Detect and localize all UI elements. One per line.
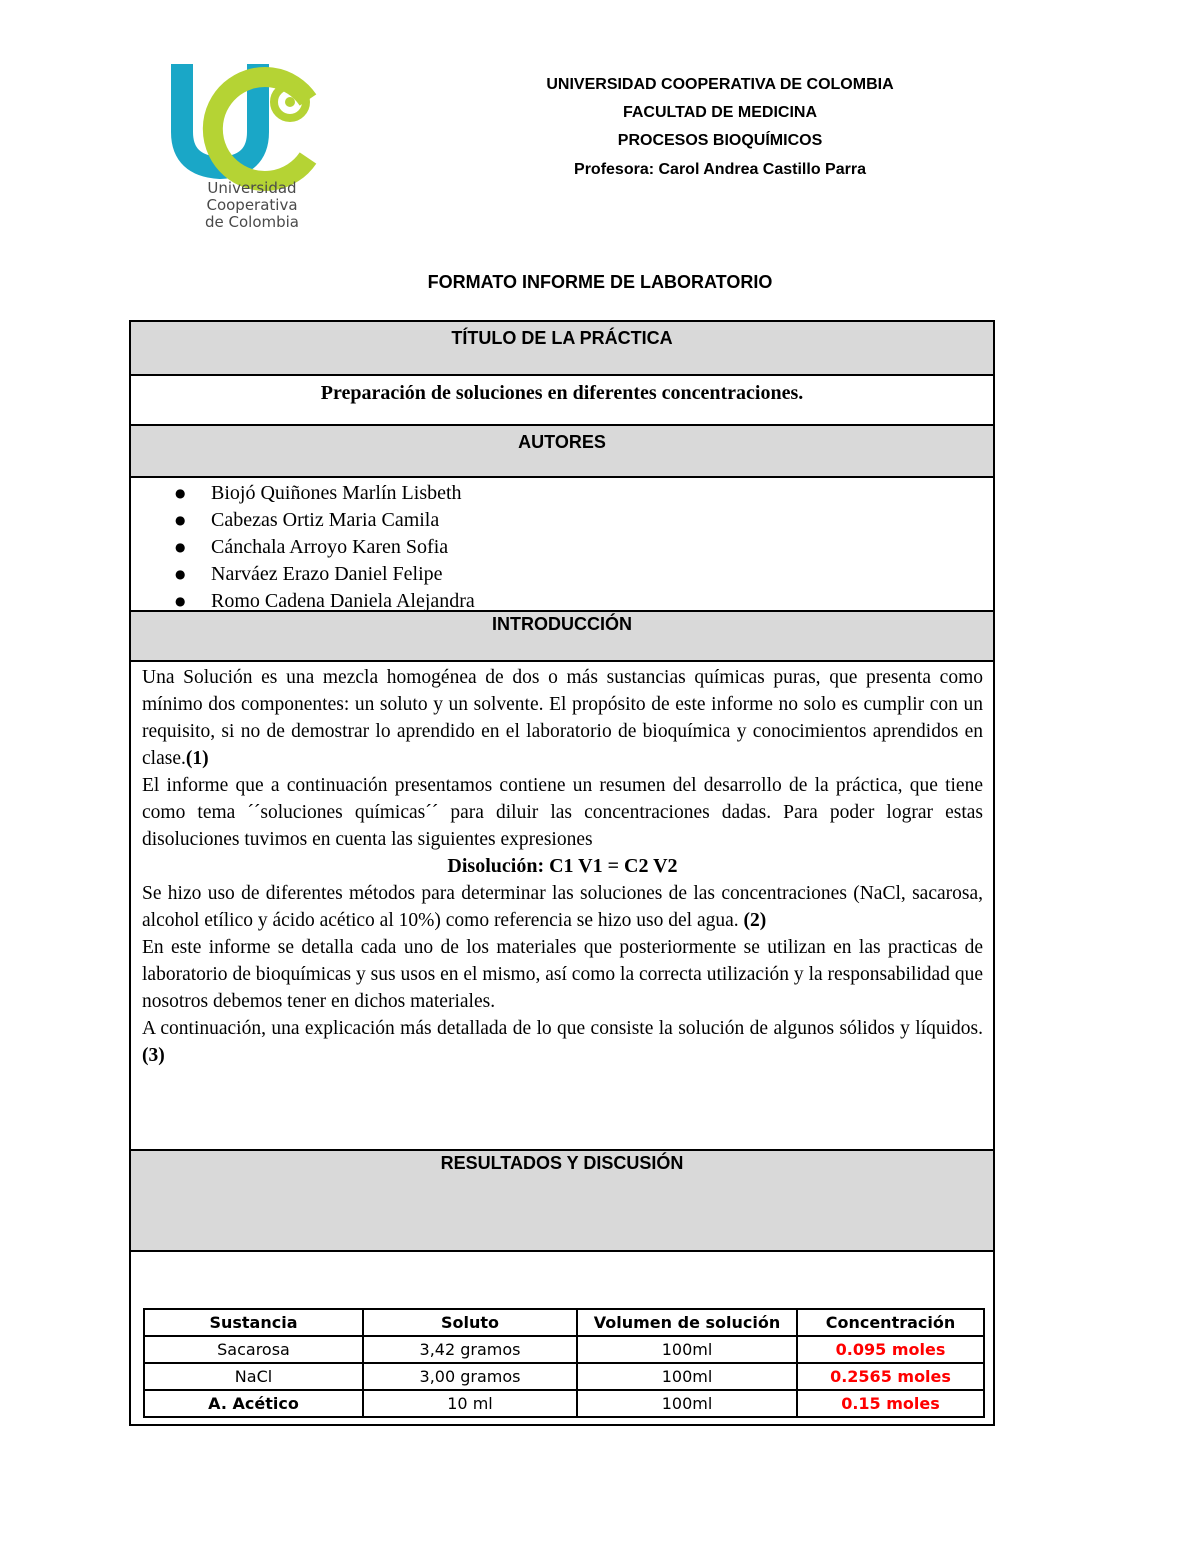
faculty-name: FACULTAD DE MEDICINA: [622, 104, 818, 121]
intro-text-4: En este informe se detalla cada uno de los materiales que posteriormente se utilizan en las practicas de laboratorio de bioquímicas y sus usos en el mismo, así como la correcta utilización y la responsabilidad que nosotros debemos tener en dichos materiales.: [142, 937, 983, 1012]
table-cell: A. Acético: [144, 1390, 363, 1417]
professor-name: Profesora: Carol Andrea Castillo Parra: [574, 161, 866, 178]
practice-title: Preparación de soluciones en diferentes concentraciones.: [320, 382, 804, 404]
results-table: [143, 1308, 985, 1418]
intro-section: [131, 662, 993, 1151]
reference-3: (3): [142, 1045, 165, 1066]
reference-2: (2): [743, 910, 767, 931]
intro-text: [131, 662, 993, 1069]
table-row: [144, 1390, 984, 1417]
intro-paragraph-2: [142, 772, 983, 853]
results-section-header: [131, 1151, 993, 1252]
intro-section-label: INTRODUCCIÓN: [492, 614, 632, 634]
intro-section-header: [131, 612, 993, 662]
concentration-cell: 0.095 moles: [797, 1336, 984, 1363]
author-item: ● Narváez Erazo Daniel Felipe: [211, 561, 993, 588]
table-cell: 10 ml: [363, 1390, 577, 1417]
authors-section-header: [131, 426, 993, 478]
table-cell: Sacarosa: [144, 1336, 363, 1363]
column-header: Sustancia: [144, 1309, 363, 1336]
column-header: Soluto: [363, 1309, 577, 1336]
table-cell: 100ml: [577, 1363, 797, 1390]
logo-text: [164, 180, 340, 231]
reference-1: (1): [185, 748, 209, 769]
authors-list-section: [131, 478, 993, 612]
logo-line-2: de Colombia: [204, 213, 299, 231]
table-cell: 100ml: [577, 1390, 797, 1417]
intro-paragraph-5: [142, 1015, 983, 1069]
intro-text-1: Una Solución es una mezcla homogénea de dos o más sustancias químicas puras, que presenta como mínimo dos componentes: un soluto y un solvente. El propósito de este informe no solo es cumplir con un requisito, si no de demostrar lo aprendido en el laboratorio de bioquímica y conocimientos aprendidos en clase.: [142, 667, 983, 769]
author-item: ● Romo Cadena Daniela Alejandra: [211, 588, 993, 615]
table-cell: 3,00 gramos: [363, 1363, 577, 1390]
intro-paragraph-4: [142, 934, 983, 1015]
authors-section-label: AUTORES: [518, 432, 606, 452]
table-row: [144, 1363, 984, 1390]
intro-paragraph-1: [142, 664, 983, 772]
table-row: [144, 1336, 984, 1363]
intro-text-2: El informe que a continuación presentamos contiene un resumen del desarrollo de la práctica, que tiene como tema ´´soluciones químicas´´ para diluir las concentraciones dadas. Para poder lograr estas disoluciones tuvimos en cuenta las siguientes expresiones: [142, 775, 983, 850]
concentration-cell: 0.2565 moles: [797, 1363, 984, 1390]
author-item: ● Cabezas Ortiz Maria Camila: [211, 507, 993, 534]
table-cell: NaCl: [144, 1363, 363, 1390]
report-form: [129, 320, 995, 1426]
authors-list: [131, 480, 993, 615]
university-name: UNIVERSIDAD COOPERATIVA DE COLOMBIA: [546, 76, 894, 93]
results-section-label: RESULTADOS Y DISCUSIÓN: [440, 1153, 684, 1173]
practice-title-row: [131, 376, 993, 426]
title-section-header: [131, 322, 993, 376]
intro-text-3: Se hizo uso de diferentes métodos para determinar las soluciones de las concentraciones (NaCl, sacarosa, alcohol etílico y ácido acético al 10%) como referencia se hizo uso del agua.: [142, 883, 983, 931]
author-item: ● Biojó Quiñones Marlín Lisbeth: [211, 480, 993, 507]
column-header: Volumen de solución: [577, 1309, 797, 1336]
column-header: Concentración: [797, 1309, 984, 1336]
course-name: PROCESOS BIOQUÍMICOS: [617, 132, 823, 149]
table-header-row: [144, 1309, 984, 1336]
logo-line-1: Universidad Cooperativa: [206, 179, 298, 214]
author-item: ● Cánchala Arroyo Karen Sofia: [211, 534, 993, 561]
table-cell: 3,42 gramos: [363, 1336, 577, 1363]
concentration-cell: 0.15 moles: [797, 1390, 984, 1417]
table-cell: 100ml: [577, 1336, 797, 1363]
intro-paragraph-3: [142, 880, 983, 934]
document-title: FORMATO INFORME DE LABORATORIO: [427, 272, 773, 292]
dilution-formula: Disolución: C1 V1 = C2 V2: [447, 855, 678, 877]
title-section-label: TÍTULO DE LA PRÁCTICA: [451, 328, 673, 348]
intro-text-5: A continuación, una explicación más detallada de lo que consiste la solución de algunos sólidos y líquidos.: [142, 1018, 983, 1039]
